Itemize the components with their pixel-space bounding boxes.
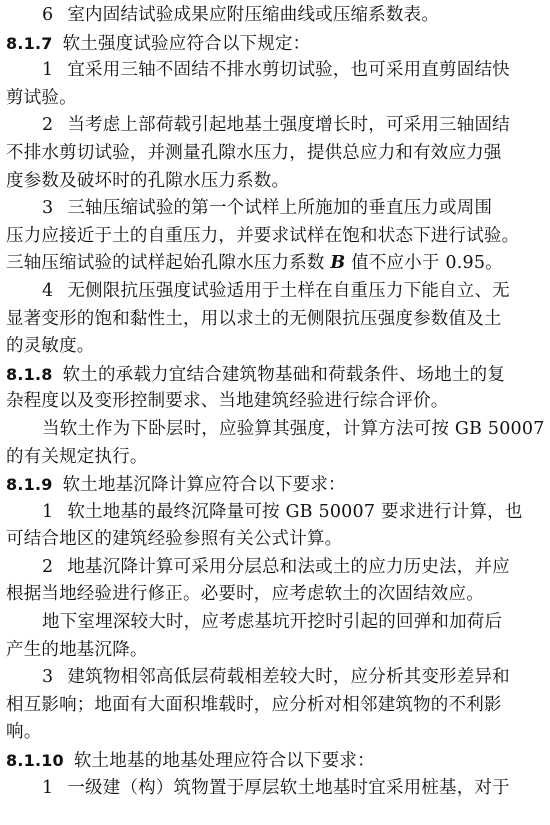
continuation-line: 不排水剪切试验，并测量孔隙水压力，提供总应力和有效应力强 (6, 142, 502, 163)
continuation-line: 压力应接近于土的自重压力，并要求试样在饱和状态下进行试验。 (6, 225, 520, 246)
item-number: 4 (42, 280, 54, 301)
item-text: 当考虑上部荷载引起地基土强度增长时，可采用三轴固结 (67, 115, 510, 136)
item-text: 三轴压缩试验的第一个试样上所施加的垂直压力或周围 (67, 198, 493, 219)
continuation-line: 杂程度以及变形控制要求、当地建筑经验进行综合评价。 (6, 391, 449, 412)
continuation-line: 根据当地经验进行修正。必要时，应考虑软土的次固结效应。 (6, 584, 484, 605)
continuation-line: 剪试验。 (6, 87, 77, 108)
item-text: 软土地基的最终沉降量可按 GB 50007 要求进行计算，也 (67, 501, 523, 522)
item-number: 2 (42, 115, 54, 136)
clause-text: 软土的承载力宜结合建筑物基础和荷载条件、场地土的复 (62, 364, 506, 385)
clause-number: 8.1.10 (6, 751, 64, 771)
paragraph-line: 地下室埋深较大时，应考虑基坑开挖时引起的回弹和加荷后 (42, 612, 503, 633)
item-number: 3 (42, 198, 54, 219)
clause-heading (6, 471, 546, 499)
list-item (6, 278, 546, 306)
list-item (6, 499, 546, 527)
clause-number: 8.1.9 (6, 475, 53, 495)
symbol-b: B (330, 253, 346, 274)
clause-heading (6, 30, 546, 58)
continuation-line: 响。 (6, 722, 42, 743)
clause-heading (6, 361, 546, 389)
list-item (6, 2, 546, 30)
paragraph-line: 当软土作为下卧层时，应验算其强度，计算方法可按 GB 50007 (42, 418, 545, 439)
continuation-line: 度参数及破坏时的孔隙水压力系数。 (6, 170, 290, 191)
continuation-line: 相互影响；地面有大面积堆载时，应分析对相邻建筑物的不利影 (6, 694, 502, 715)
list-item (6, 554, 546, 582)
clause-text: 软土地基的地基处理应符合以下要求： (73, 751, 375, 772)
item-text: 宜采用三轴不固结不排水剪切试验，也可采用直剪固结快 (67, 60, 510, 81)
list-item (6, 775, 546, 803)
continuation-line: 显著变形的饱和黏性土，用以求土的无侧限抗压强度参数值及土 (6, 308, 502, 329)
item-number: 1 (42, 777, 54, 798)
item-number: 1 (42, 60, 54, 81)
item-number: 3 (42, 667, 54, 688)
continuation-line: 的有关规定执行。 (6, 446, 148, 467)
continuation-line: 产生的地基沉降。 (6, 639, 148, 660)
item-number: 6 (42, 5, 54, 25)
item-text: 无侧限抗压强度试验适用于土样在自重压力下能自立、无 (67, 280, 510, 301)
list-item (6, 57, 546, 85)
list-item (6, 112, 546, 140)
item-number: 2 (42, 556, 54, 577)
item-text: 室内固结试验成果应附压缩曲线或压缩系数表。 (67, 5, 440, 25)
item-text: 建筑物相邻高低层荷载相差较大时，应分析其变形差异和 (67, 667, 510, 688)
continuation-line (6, 250, 546, 278)
clause-text: 软土地基沉降计算应符合以下要求： (62, 475, 346, 496)
continuation-line: 可结合地区的建筑经验参照有关公式计算。 (6, 529, 343, 550)
list-item (6, 195, 546, 223)
clause-heading (6, 747, 546, 775)
clause-number: 8.1.8 (6, 364, 53, 384)
item-number: 1 (42, 501, 54, 522)
clause-text: 软土强度试验应符合以下规定： (62, 33, 311, 54)
item-text: 地基沉降计算可采用分层总和法或土的应力历史法，并应 (67, 556, 510, 577)
line-text: 三轴压缩试验的试样起始孔隙水压力系数 (6, 253, 331, 274)
clause-number: 8.1.7 (6, 33, 53, 53)
line-text: 值不应小于 0.95。 (345, 253, 503, 274)
document-page (6, 2, 546, 802)
continuation-line: 的灵敏度。 (6, 336, 95, 357)
list-item (6, 664, 546, 692)
item-text: 一级建（构）筑物置于厚层软土地基时宜采用桩基，对于 (67, 777, 510, 798)
